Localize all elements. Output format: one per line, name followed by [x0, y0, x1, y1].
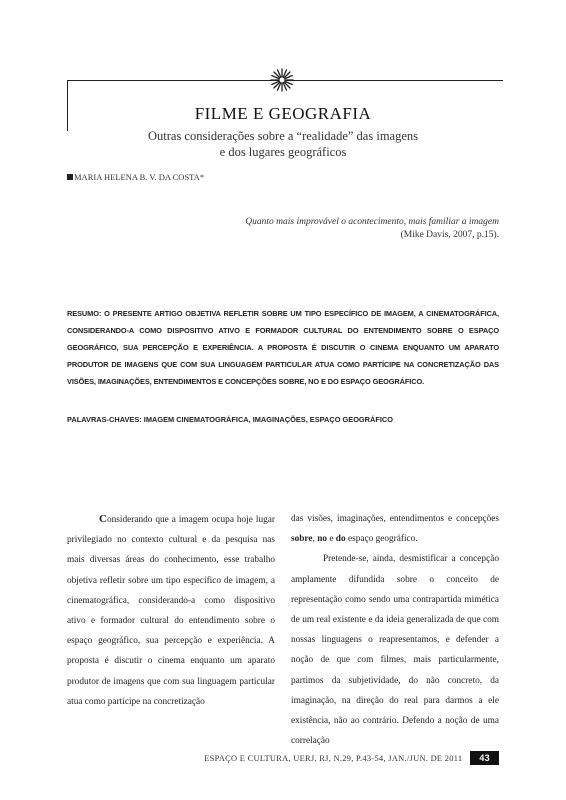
body-column-left: [67, 509, 275, 712]
body-paragraph: Pretende-se, ainda, desmistificar a concepção amplamente difundida sobre o conceito de representação como sendo uma contrapartida mimética de um real existente e da ideia generalizada de que com nossas linguagens o reapresentamos, e defender a noção de que com filmes, mais particularmente, partimos da subjetividade, do não concreto, da imaginação, na direção do real para darmos a ele existência, não ao contrário. Defendo a noção de uma correlação: [291, 554, 499, 747]
square-bullet-icon: [67, 174, 73, 180]
epigraph-quote: Quanto mais improvável o acontecimento, mais familiar a imagem: [245, 217, 499, 227]
keywords-text: PALAVRAS-CHAVES: IMAGEM CINEMATOGRÁFICA, IMAGINAÇÕES, ESPAÇO GEOGRÁFICO: [67, 415, 394, 424]
body-paragraph: [291, 509, 499, 549]
author-name: MARIA HELENA B. V. DA COSTA*: [74, 172, 205, 182]
body-text: das visões, imaginações, entendimentos e concepções: [291, 514, 499, 524]
emphasis-do: do: [335, 534, 346, 545]
epigraph-source: (Mike Davis, 2007, p.15).: [400, 230, 499, 240]
emphasis-sobre: sobre: [291, 534, 313, 545]
emphasis-no: no: [317, 534, 328, 545]
abstract-text: RESUMO: O PRESENTE ARTIGO OBJETIVA REFLETIR SOBRE UM TIPO ESPECÍFICO DE IMAGEM, A CINEMATOGRÁFICA, CONSIDERANDO-A COMO DISPOSITIVO ATIVO E FORMADOR CULTURAL DO ENTENDIMENTO SOBRE O ESPAÇO GEOGRÁFICO, SUA PERCEPÇÃO E EXPERIÊNCIA. A PROPOSTA É DISCUTIR O CINEMA ENQUANTO UM APARATO PRODUTOR DE IMAGENS QUE COM SUA LINGUAGEM PARTICULAR ATUA COMO PARTÍCIPE NA CONCRETIZAÇÃO DAS VISÕES, IMAGINAÇÕES, ENTENDIMENTOS E CONCEPÇÕES SOBRE, NO E DO ESPAÇO GEOGRÁFICO.: [67, 309, 499, 386]
subtitle-line-1: Outras considerações sobre a “realidade” das imagens: [147, 129, 419, 143]
epigraph: [245, 216, 499, 242]
page-number: 43: [470, 751, 499, 765]
author-line: [67, 172, 204, 182]
body-paragraph: [67, 509, 275, 712]
article-title: FILME E GEOGRAFIA: [194, 104, 372, 123]
article-subtitle: [0, 128, 566, 160]
body-text: onsiderando que a imagem ocupa hoje lugar privilegiado no contexto cultural e da pesquisa nas mais diversas áreas do conhecimento, esse trabalho objetiva refletir sobre um tipo específico de imagem, a cinematográfica, considerando-a como dispositivo ativo e formador cultural do entendimento sobre o espaço geográfico, sua percepção e experiência. A proposta é discutir o cinema enquanto um aparato produtor de imagens que com sua linguagem particular atua como partícipe na concretização: [67, 515, 275, 707]
body-text: e: [327, 534, 336, 545]
body-text: ,: [312, 534, 318, 545]
subtitle-line-2: e dos lugares geográficos: [219, 145, 347, 159]
journal-citation: ESPAÇO E CULTURA, UERJ, RJ, N.29, P.43-54, JAN./JUN. DE 2011: [204, 753, 463, 763]
page-footer: [204, 751, 499, 765]
sunburst-ornament-icon: [270, 68, 294, 92]
body-text: espaço geográfico.: [345, 534, 418, 545]
body-column-right: [291, 509, 499, 751]
drop-cap: C: [99, 513, 107, 525]
